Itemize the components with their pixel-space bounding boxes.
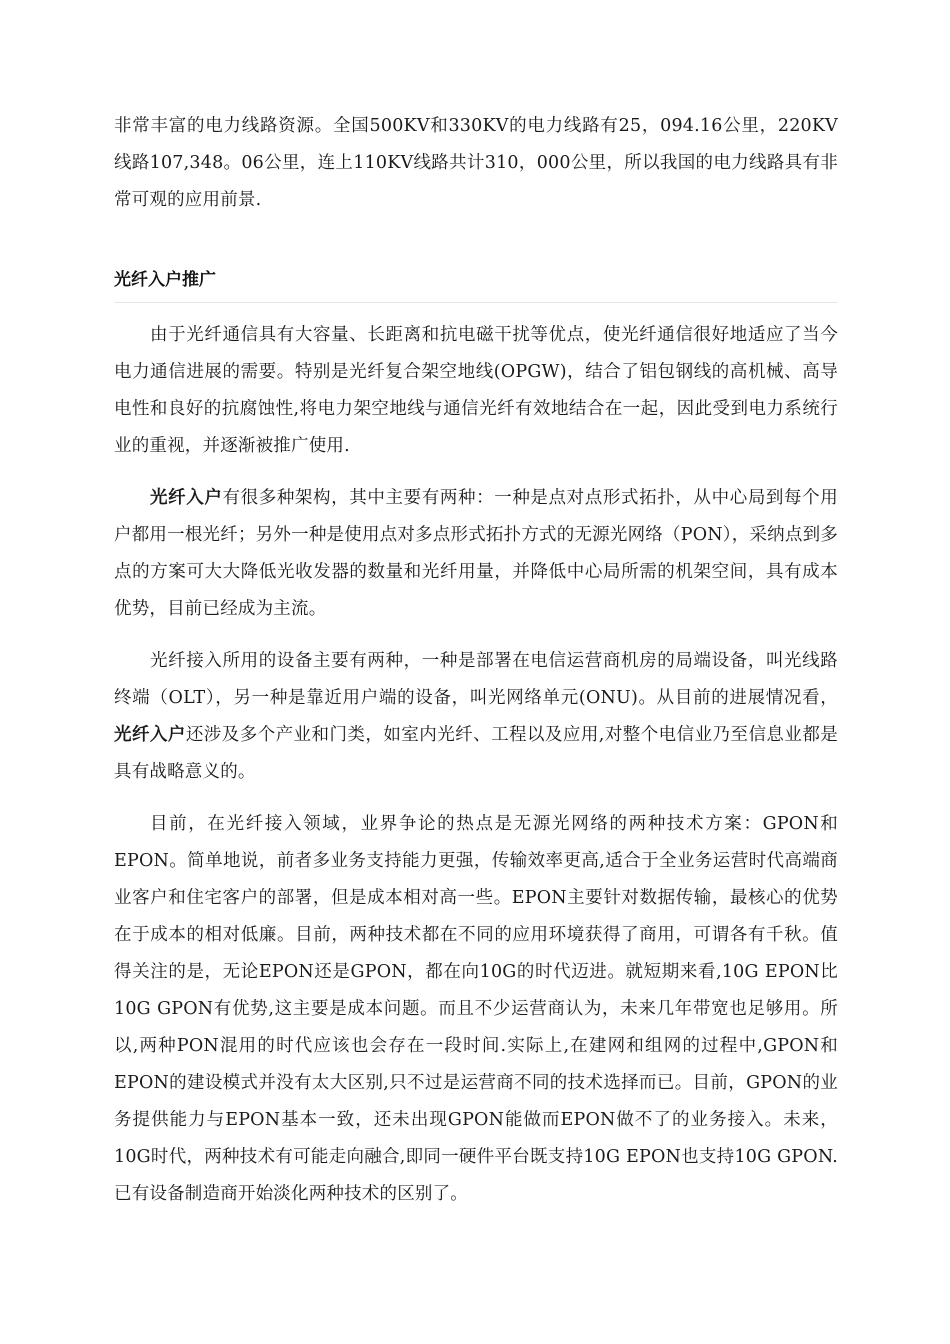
section-heading: 光纤入户推广 [114,265,838,303]
paragraph-text: 还涉及多个产业和门类，如室内光纤、工程以及应用,对整个电信业乃至信息业都是具有战略意义的。 [114,725,838,782]
paragraph-text: 有很多种架构，其中主要有两种：一种是点对点形式拓扑，从中心局到每个用户都用一根光纤；另外一种是使用点对多点形式拓扑方式的无源光网络（PON），采纳点到多点的方案可大大降低光收发器的数量和光纤用量，并降低中心局所需的机架空间，具有成本优势，目前已经成为主流。 [114,488,838,619]
paragraph-text: 光纤接入所用的设备主要有两种，一种是部署在电信运营商机房的局端设备，叫光线路终端（OLT），另一种是靠近用户端的设备，叫光网络单元(ONU)。从目前的进展情况看， [114,651,838,708]
paragraph-gpon-epon: 目前，在光纤接入领域，业界争论的热点是无源光网络的两种技术方案：GPON和EPON。简单地说，前者多业务支持能力更强，传输效率更高,适合于全业务运营时代高端商业客户和住宅客户的部署，但是成本相对高一些。EPON主要针对数据传输，最核心的优势在于成本的相对低廉。目前，两种技术都在不同的应用环境获得了商用，可谓各有千秋。值得关注的是，无论EPON还是GPON，都在向10G的时代迈进。就短期来看,10G EPON比10G GPON有优势,这主要是成本问题。而且不少运营商认为，未来几年带宽也足够用。所以,两种PON混用的时代应该也会存在一段时间.实际上,在建网和组网的过程中,GPON和EPON的建设模式并没有太大区别,只不过是运营商不同的技术选择而已。目前，GPON的业务提供能力与EPON基本一致，还未出现GPON能做而EPON做不了的业务接入。未来，10G时代，两种技术有可能走向融合,即同一硬件平台既支持10G EPON也支持10G GPON.已有设备制造商开始淡化两种技术的区别了。 [114,814,838,1204]
document-page [114,108,838,1213]
bold-term: 光纤入户 [150,488,223,508]
paragraph-equipment [114,643,838,791]
bold-term: 光纤入户 [114,725,186,745]
paragraph-architecture [114,480,838,628]
intro-paragraph: 非常丰富的电力线路资源。全国500KV和330KV的电力线路有25，094.16公里，220KV线路107,348。06公里，连上110KV线路共计310，000公里，所以我国的电力线路具有非常可观的应用前景. [114,116,838,210]
paragraph-opgw: 由于光纤通信具有大容量、长距离和抗电磁干扰等优点，使光纤通信很好地适应了当今电力通信进展的需要。特别是光纤复合架空地线(OPGW)，结合了铝包钢线的高机械、高导电性和良好的抗腐蚀性,将电力架空地线与通信光纤有效地结合在一起，因此受到电力系统行业的重视，并逐渐被推广使用. [114,325,838,456]
